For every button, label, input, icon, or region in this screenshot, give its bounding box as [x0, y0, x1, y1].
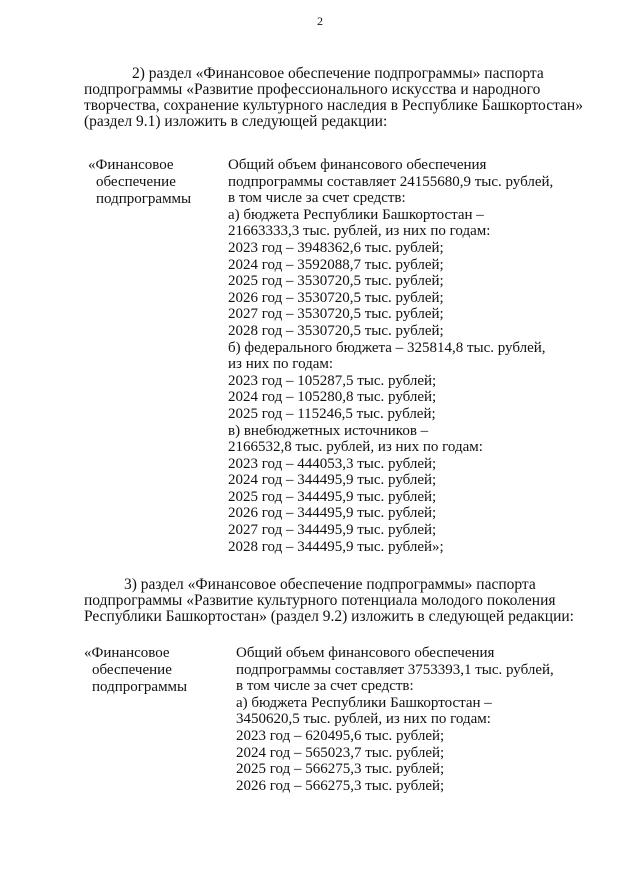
value-line: Общий объем финансового обеспечения — [236, 645, 495, 661]
value-line: 2024 год – 3592088,7 тыс. рублей; — [228, 256, 444, 273]
value-line: 2025 год – 566275,3 тыс. рублей; — [236, 761, 445, 778]
word: 3) — [124, 576, 137, 593]
value-line: 2024 год – 565023,7 тыс. рублей; — [236, 744, 445, 761]
value-line: подпрограммы составляет 3753393,1 тыс. рублей, — [236, 661, 554, 678]
word: сохранение — [163, 97, 239, 114]
value-line: Общий объем финансового обеспечения — [228, 157, 487, 173]
value-line: 2025 год – 3530720,5 тыс. рублей; — [228, 273, 444, 290]
value-line: 2023 год – 105287,5 тыс. рублей; — [228, 372, 437, 389]
value-line: в том числе за счет средств: — [236, 678, 414, 695]
section-2-line-2 — [84, 82, 612, 98]
word: творчества, — [84, 97, 160, 114]
word: «Развитие — [186, 592, 254, 609]
word: профессионального — [257, 81, 388, 98]
value-line: 2028 год – 3530720,5 тыс. рублей; — [228, 322, 444, 339]
value-line: 2025 год – 115246,5 тыс. рублей; — [228, 405, 436, 422]
value-line: 2026 год – 3530720,5 тыс. рублей; — [228, 289, 444, 306]
label-line: «Финансовое — [84, 645, 170, 661]
value-line: 2026 год – 566275,3 тыс. рублей; — [236, 777, 445, 794]
word: искусства — [391, 81, 457, 98]
word: 2) — [132, 65, 145, 82]
word: подпрограммы» — [366, 576, 473, 593]
section-3-paragraph — [84, 577, 612, 625]
section-3-values — [236, 645, 554, 794]
value-line: 2023 год – 444053,3 тыс. рублей; — [228, 455, 437, 472]
section-2-values — [228, 157, 553, 555]
word: культурного — [242, 97, 324, 114]
value-line: подпрограммы составляет 24155680,9 тыс. рублей, — [228, 173, 554, 190]
value-line: 21663333,3 тыс. рублей, из них по годам: — [228, 223, 491, 240]
word: и — [460, 81, 469, 98]
label-line: «Финансовое — [88, 157, 174, 173]
word: народного — [472, 81, 541, 98]
word: «Развитие — [186, 81, 254, 98]
section-3-label — [84, 645, 187, 696]
word: наследия — [327, 97, 387, 114]
section-2-paragraph — [84, 66, 612, 130]
word: подпрограммы — [84, 81, 183, 98]
value-line: 2023 год – 3948362,6 тыс. рублей; — [228, 239, 444, 256]
word: потенциала — [341, 592, 418, 609]
value-line: 2026 год – 344495,9 тыс. рублей; — [228, 505, 437, 522]
value-line: в том числе за счет средств: — [228, 190, 406, 207]
word: Республике — [401, 97, 478, 114]
value-line: а) бюджета Республики Башкортостан – — [236, 694, 492, 711]
value-line: б) федерального бюджета – 325814,8 тыс. рублей, — [228, 339, 546, 356]
word: Башкортостан» — [481, 97, 583, 114]
word: поколения — [486, 592, 556, 609]
label-line: обеспечение — [96, 174, 176, 190]
value-line: 2025 год – 344495,9 тыс. рублей; — [228, 488, 437, 505]
section-2-label — [88, 157, 191, 208]
word: молодого — [421, 592, 483, 609]
word: культурного — [257, 592, 338, 609]
section-2-line-4: (раздел 9.1) изложить в следующей редакции: — [84, 113, 388, 130]
value-line: а) бюджета Республики Башкортостан – — [228, 206, 484, 223]
page-number: 2 — [317, 14, 323, 28]
word: «Финансовое — [195, 65, 285, 82]
section-3-line-1 — [84, 577, 612, 593]
value-line: 2024 год – 105280,8 тыс. рублей; — [228, 389, 437, 406]
word: подпрограммы — [84, 592, 183, 609]
label-line: обеспечение — [92, 662, 172, 678]
word: раздел — [148, 65, 192, 82]
label-line: подпрограммы — [92, 679, 188, 695]
label-line: подпрограммы — [96, 191, 192, 207]
section-2-line-1 — [84, 66, 612, 82]
word: «Финансовое — [187, 576, 277, 593]
word: паспорта — [484, 65, 544, 82]
value-line: 2027 год – 3530720,5 тыс. рублей; — [228, 306, 444, 323]
value-line: 2023 год – 620495,6 тыс. рублей; — [236, 727, 445, 744]
word: обеспечение — [279, 576, 363, 593]
section-2-line-3 — [84, 98, 612, 114]
word: паспорта — [476, 576, 536, 593]
value-line: в) внебюджетных источников – — [228, 422, 429, 439]
value-line: 3450620,5 тыс. рублей, из них по годам: — [236, 711, 491, 728]
word: обеспечение — [287, 65, 371, 82]
word: подпрограммы» — [374, 65, 481, 82]
value-line: из них по годам: — [228, 356, 334, 373]
value-line: 2024 год – 344495,9 тыс. рублей; — [228, 472, 437, 489]
value-line: 2028 год – 344495,9 тыс. рублей»; — [228, 538, 444, 555]
section-3-line-3: Республики Башкортостан» (раздел 9.2) изложить в следующей редакции: — [84, 608, 574, 625]
word: в — [390, 97, 399, 114]
value-line: 2166532,8 тыс. рублей, из них по годам: — [228, 439, 483, 456]
section-3-line-2 — [84, 593, 612, 609]
value-line: 2027 год – 344495,9 тыс. рублей; — [228, 522, 437, 539]
word: раздел — [140, 576, 184, 593]
